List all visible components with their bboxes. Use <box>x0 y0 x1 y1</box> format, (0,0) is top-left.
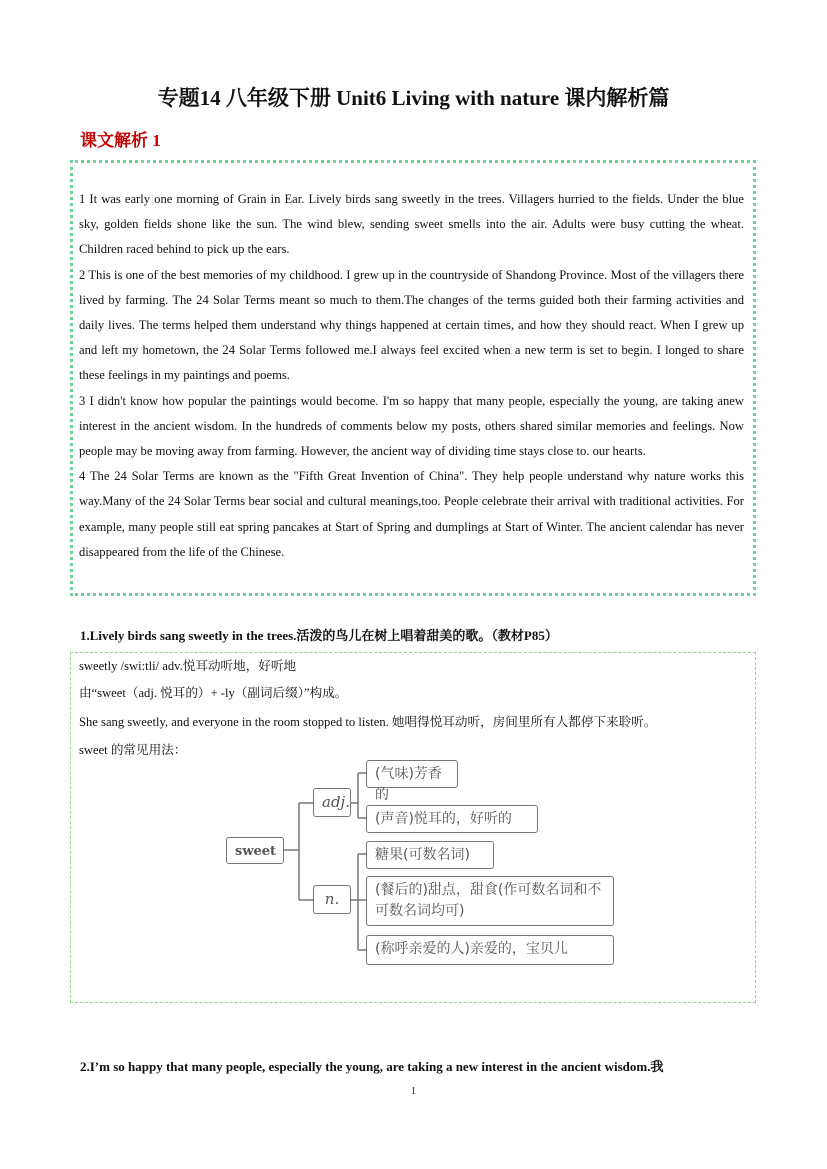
node-n-dessert: (餐后的)甜点，甜食(作可数名词和不可数名词均可) <box>366 876 614 926</box>
node-n: n. <box>313 885 351 914</box>
note-example: She sang sweetly, and everyone in the room stopped to listen. 她唱得悦耳动听，房间里所有人都停下来聆听。 <box>79 715 657 729</box>
node-adj-fragrant: (气味)芳香的 <box>366 760 458 788</box>
note-word-formation: 由“sweet（adj. 悦耳的）+ -ly（副词后缀）”构成。 <box>79 686 348 700</box>
question-2-heading: 2.I’m so happy that many people, especially the young, are taking a new interest in the ancient wisdom.我 <box>80 1059 664 1074</box>
passage-paragraph-4: 4 The 24 Solar Terms are known as the "Fifth Great Invention of China". They help people understand why nature works this way.Many of the 24 Solar Terms bear social and cultural meanings,too. People celebrate their arrival with traditional activities. For example, many people still eat spring pancakes at Start of Spring and dumplings at Start of Winter. The ancient calendar has never disappeared from the life of the Chinese. <box>79 469 744 559</box>
note-usage-heading: sweet 的常见用法： <box>79 743 187 757</box>
section-heading: 课文解析 1 <box>80 131 161 150</box>
passage-paragraph-2: 2 This is one of the best memories of my childhood. I grew up in the countryside of Shandong Province. Most of the villagers there lived by farming. The 24 Solar Terms meant so much to them.The changes of the terms guided both their farming activities and daily lives. The terms helped them understand why things happened at certain times, and how they should react. When I grew up and left my hometown, the 24 Solar Terms followed me.I always feel excited when a new term is set to begin. I longed to share these feelings in my paintings and poems. <box>79 267 744 383</box>
node-adj: adj. <box>313 788 351 817</box>
page-title: 专题14 八年级下册 Unit6 Living with nature 课内解析篇 <box>157 86 670 110</box>
node-n-darling: (称呼亲爱的人)亲爱的，宝贝儿 <box>366 935 614 965</box>
node-n-candy: 糖果(可数名词) <box>366 841 494 869</box>
page-number: 1 <box>411 1086 416 1097</box>
passage-text <box>79 187 744 565</box>
question-1-heading: 1.Lively birds sang sweetly in the trees.活泼的鸟儿在树上唱着甜美的歌。（教材P85） <box>80 628 558 643</box>
node-sweet: sweet <box>226 837 284 864</box>
note-definition: sweetly /swi:tli/ adv.悦耳动听地，好听地 <box>79 659 297 673</box>
passage-paragraph-3: 3 I didn't know how popular the paintings would become. I'm so happy that many people, especially the young, are taking anew interest in the ancient wisdom. In the hundreds of comments below my posts, others shared similar memories and feelings. Now people may be moving away from farming. However, the ancient way of dividing time stays close to. our hearts. <box>79 393 744 459</box>
node-adj-pleasant: (声音)悦耳的，好听的 <box>366 805 538 833</box>
note-box <box>70 652 756 1003</box>
passage-box <box>70 160 756 596</box>
passage-paragraph-1: 1 It was early one morning of Grain in Ear. Lively birds sang sweetly in the trees. Villagers hurried to the fields. Under the blue sky, golden fields shone like the sun. The wind blew, sending sweet smells into the air. Adults were busy cutting the wheat. Children raced behind to pick up the ears. <box>79 192 744 257</box>
